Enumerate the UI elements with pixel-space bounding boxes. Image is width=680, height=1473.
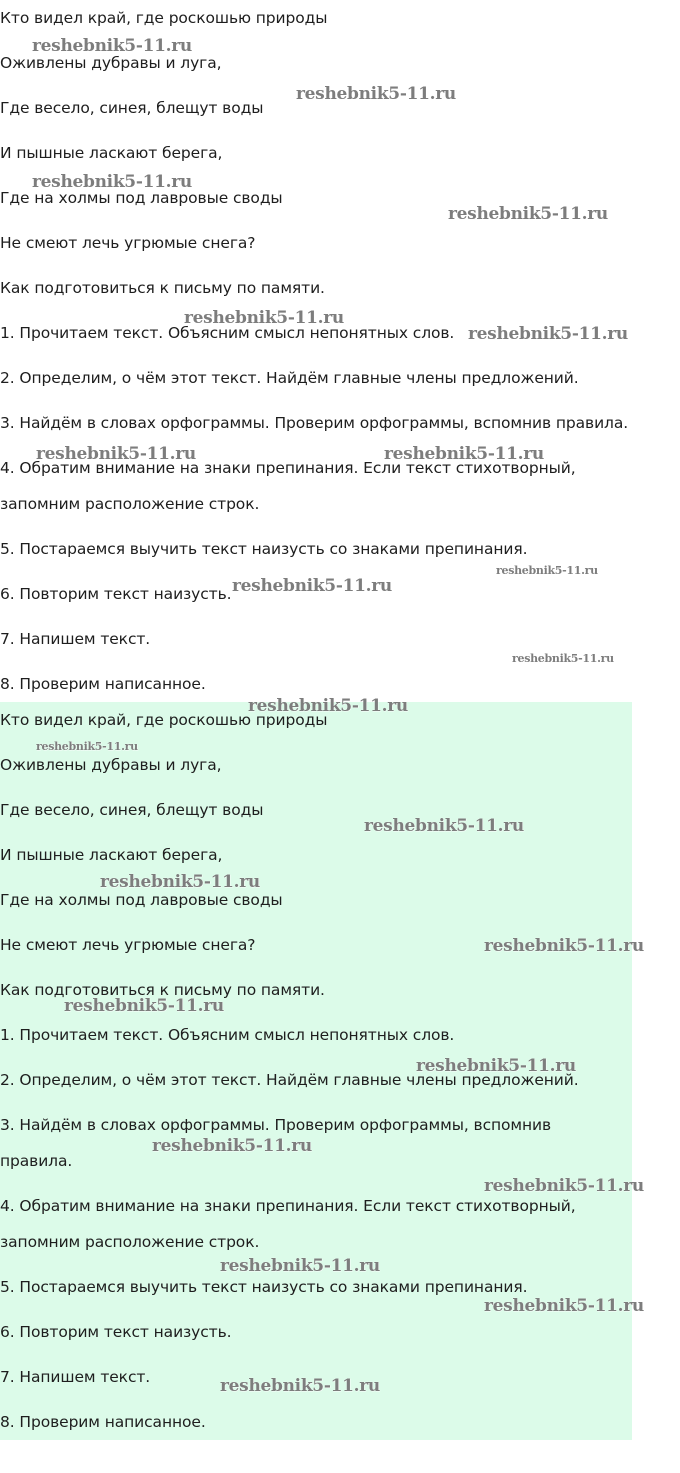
answer-poem-line-2: Оживлены дубравы и луга, [0, 756, 222, 774]
task-step-3: 3. Найдём в словах орфограммы. Проверим орфограммы, вспомнив правила. [0, 414, 629, 432]
task-step-2: 2. Определим, о чём этот текст. Найдём главные члены предложений. [0, 369, 579, 387]
task-step-4-cont: запомним расположение строк. [0, 495, 260, 513]
watermark: reshebnik5-11.ru [484, 1176, 644, 1196]
watermark: reshebnik5-11.ru [152, 1136, 312, 1156]
watermark: reshebnik5-11.ru [484, 936, 644, 956]
answer-step-3: 3. Найдём в словах орфограммы. Проверим орфограммы, вспомнив [0, 1116, 552, 1134]
task-step-8: 8. Проверим написанное. [0, 675, 206, 693]
watermark: reshebnik5-11.ru [416, 1056, 576, 1076]
task-poem-line-3: Где весело, синея, блещут воды [0, 99, 264, 117]
answer-step-3-cont: правила. [0, 1152, 73, 1170]
task-poem-line-6: Не смеют лечь угрюмые снега? [0, 234, 256, 252]
answer-poem-line-1: Кто видел край, где роскошью природы [0, 711, 328, 729]
watermark: reshebnik5-11.ru [36, 740, 138, 753]
watermark: reshebnik5-11.ru [448, 204, 608, 224]
watermark: reshebnik5-11.ru [36, 444, 196, 464]
task-step-6: 6. Повторим текст наизусть. [0, 585, 232, 603]
answer-step-4: 4. Обратим внимание на знаки препинания. Если текст стихотворный, [0, 1197, 576, 1215]
watermark: reshebnik5-11.ru [32, 36, 192, 56]
watermark: reshebnik5-11.ru [100, 872, 260, 892]
watermark: reshebnik5-11.ru [248, 696, 408, 716]
task-step-7: 7. Напишем текст. [0, 630, 151, 648]
answer-step-6: 6. Повторим текст наизусть. [0, 1323, 232, 1341]
task-poem-line-5: Где на холмы под лавровые своды [0, 189, 283, 207]
watermark: reshebnik5-11.ru [468, 324, 628, 344]
task-poem-line-1: Кто видел край, где роскошью природы [0, 9, 328, 27]
answer-poem-line-5: Где на холмы под лавровые своды [0, 891, 283, 909]
task-step-5: 5. Постараемся выучить текст наизусть со знаками препинания. [0, 540, 528, 558]
watermark: reshebnik5-11.ru [364, 816, 524, 836]
watermark: reshebnik5-11.ru [32, 172, 192, 192]
watermark: reshebnik5-11.ru [220, 1256, 380, 1276]
task-memo-title: Как подготовиться к письму по памяти. [0, 279, 325, 297]
answer-memo-title: Как подготовиться к письму по памяти. [0, 981, 325, 999]
answer-step-4-cont: запомним расположение строк. [0, 1233, 260, 1251]
answer-step-2: 2. Определим, о чём этот текст. Найдём главные члены предложений. [0, 1071, 579, 1089]
answer-poem-line-3: Где весело, синея, блещут воды [0, 801, 264, 819]
answer-poem-line-4: И пышные ласкают берега, [0, 846, 223, 864]
answer-step-8: 8. Проверим написанное. [0, 1413, 206, 1431]
watermark: reshebnik5-11.ru [512, 652, 614, 665]
task-poem-line-4: И пышные ласкают берега, [0, 144, 223, 162]
watermark: reshebnik5-11.ru [496, 564, 598, 577]
watermark: reshebnik5-11.ru [296, 84, 456, 104]
answer-step-7: 7. Напишем текст. [0, 1368, 151, 1386]
answer-poem-line-6: Не смеют лечь угрюмые снега? [0, 936, 256, 954]
task-step-4: 4. Обратим внимание на знаки препинания. Если текст стихотворный, [0, 459, 576, 477]
answer-step-5: 5. Постараемся выучить текст наизусть со знаками препинания. [0, 1278, 528, 1296]
task-poem-line-2: Оживлены дубравы и луга, [0, 54, 222, 72]
watermark: reshebnik5-11.ru [220, 1376, 380, 1396]
watermark: reshebnik5-11.ru [64, 996, 224, 1016]
watermark: reshebnik5-11.ru [484, 1296, 644, 1316]
task-step-1: 1. Прочитаем текст. Объясним смысл непонятных слов. [0, 324, 455, 342]
watermark: reshebnik5-11.ru [232, 576, 392, 596]
answer-step-1: 1. Прочитаем текст. Объясним смысл непонятных слов. [0, 1026, 455, 1044]
watermark: reshebnik5-11.ru [384, 444, 544, 464]
watermark: reshebnik5-11.ru [184, 308, 344, 328]
